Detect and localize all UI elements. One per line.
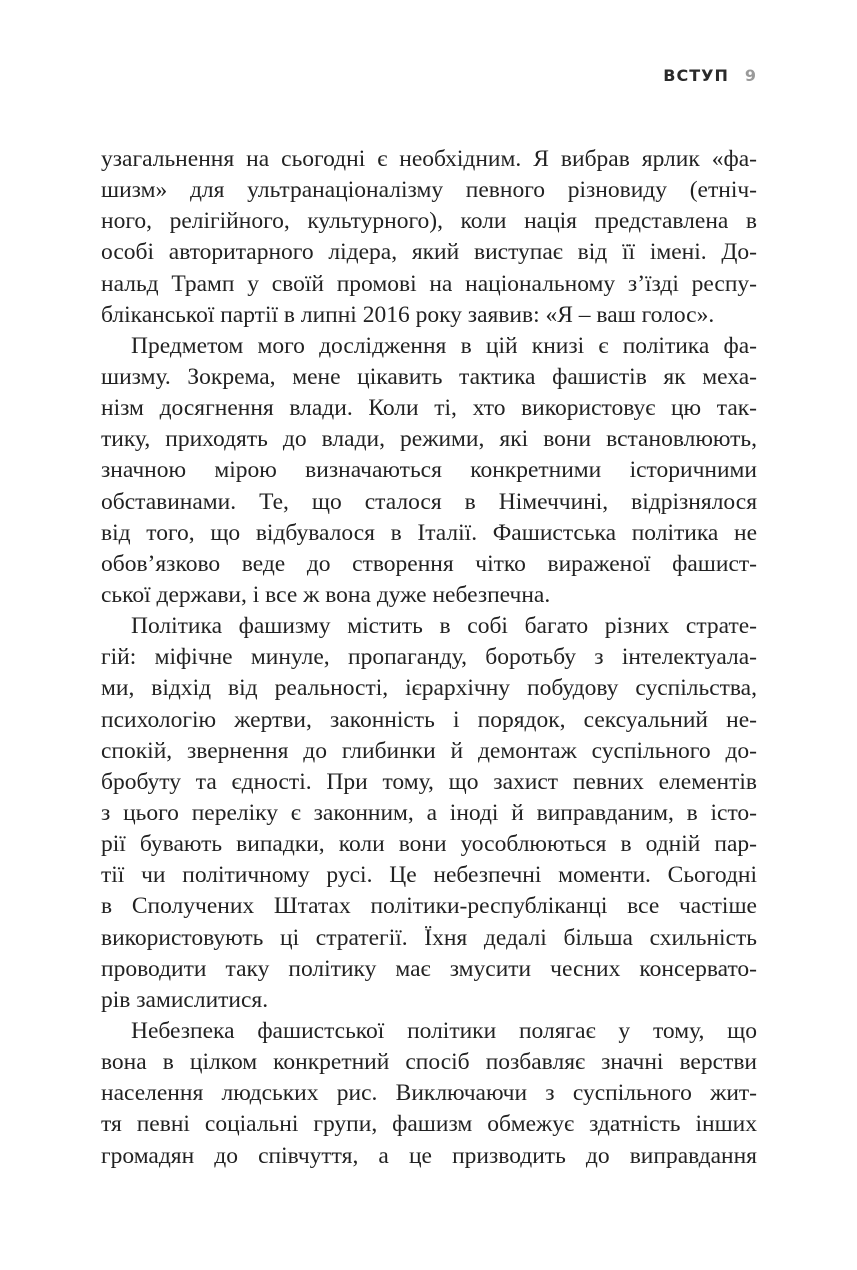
body-text bbox=[101, 144, 757, 1172]
text-line: проводити таку політику має змусити чесних консервато- bbox=[101, 955, 757, 982]
text-line: Політика фашизму містить в собі багато різних страте- bbox=[131, 613, 757, 640]
text-line: вона в цілком конкретний спосіб позбавляє значні верстви bbox=[101, 1049, 757, 1076]
text-line: Небезпека фашистської політики полягає у тому, що bbox=[131, 1017, 757, 1044]
text-line: обставинами. Те, що сталося в Німеччині, відрізнялося bbox=[101, 488, 757, 515]
text-line: узагальнення на сьогодні є необхідним. Я вибрав ярлик «фа- bbox=[101, 146, 757, 172]
text-line: використовують ці стратегії. Їхня дедалі більша схильність bbox=[101, 924, 757, 951]
page-number: 9 bbox=[744, 66, 757, 85]
text-line: тя певні соціальні групи, фашизм обмежує здатність інших bbox=[101, 1111, 757, 1138]
running-header bbox=[663, 66, 757, 85]
text-line: особі авторитарного лідера, який виступає від її імені. До- bbox=[101, 239, 757, 266]
section-title: ВСТУП bbox=[663, 66, 729, 85]
text-line: тії чи політичному русі. Це небезпечні моменти. Сьогодні bbox=[101, 862, 757, 889]
paragraph bbox=[101, 611, 757, 1016]
paragraph bbox=[101, 144, 757, 331]
text-line: з цього переліку є законним, а іноді й виправданим, в істо- bbox=[101, 799, 757, 826]
text-line: нальд Трамп у своїй промові на національному з’їзді респу- bbox=[101, 270, 757, 297]
text-line: рів замислитися. bbox=[101, 986, 269, 1013]
paragraph bbox=[101, 331, 757, 611]
text-line: нізм досягнення влади. Коли ті, хто використовує цю так- bbox=[101, 395, 757, 422]
text-line: психологію жертви, законність і порядок, сексуальний не- bbox=[101, 706, 757, 733]
text-line: шизму. Зокрема, мене цікавить тактика фашистів як меха- bbox=[101, 363, 757, 390]
text-line: від того, що відбувалося в Італії. Фашистська політика не bbox=[101, 519, 757, 546]
text-line: бліканської партії в липні 2016 року заявив: «Я – ваш голос». bbox=[101, 301, 715, 328]
text-line: бробуту та єдності. При тому, що захист певних елементів bbox=[101, 768, 757, 795]
text-line: шизм» для ультранаціоналізму певного різновиду (етніч- bbox=[101, 177, 757, 204]
text-line: ської держави, і все ж вона дуже небезпечна. bbox=[101, 581, 551, 608]
text-line: ного, релігійного, культурного), коли нація представлена в bbox=[101, 208, 757, 235]
text-line: гій: міфічне минуле, пропаганду, боротьбу з інтелектуала- bbox=[101, 644, 757, 671]
text-line: громадян до співчуття, а це призводить до виправдання bbox=[101, 1142, 757, 1169]
text-line: Предметом мого дослідження в цій книзі є політика фа- bbox=[131, 332, 757, 359]
text-line: тику, приходять до влади, режими, які вони встановлюють, bbox=[101, 426, 757, 453]
text-line: значною мірою визначаються конкретними історичними bbox=[101, 457, 757, 484]
text-line: рії бувають випадки, коли вони уособлюються в одній пар- bbox=[101, 831, 757, 858]
text-line: ми, відхід від реальності, ієрархічну побудову суспільства, bbox=[101, 675, 757, 702]
text-line: в Сполучених Штатах політики-республіканці все частіше bbox=[101, 893, 757, 920]
text-line: спокій, звернення до глибинки й демонтаж суспільного до- bbox=[101, 737, 757, 764]
text-line: обов’язково веде до створення чітко вираженої фашист- bbox=[101, 550, 757, 577]
text-line: населення людських рис. Виключаючи з суспільного жит- bbox=[101, 1080, 757, 1107]
paragraph bbox=[101, 1016, 757, 1172]
